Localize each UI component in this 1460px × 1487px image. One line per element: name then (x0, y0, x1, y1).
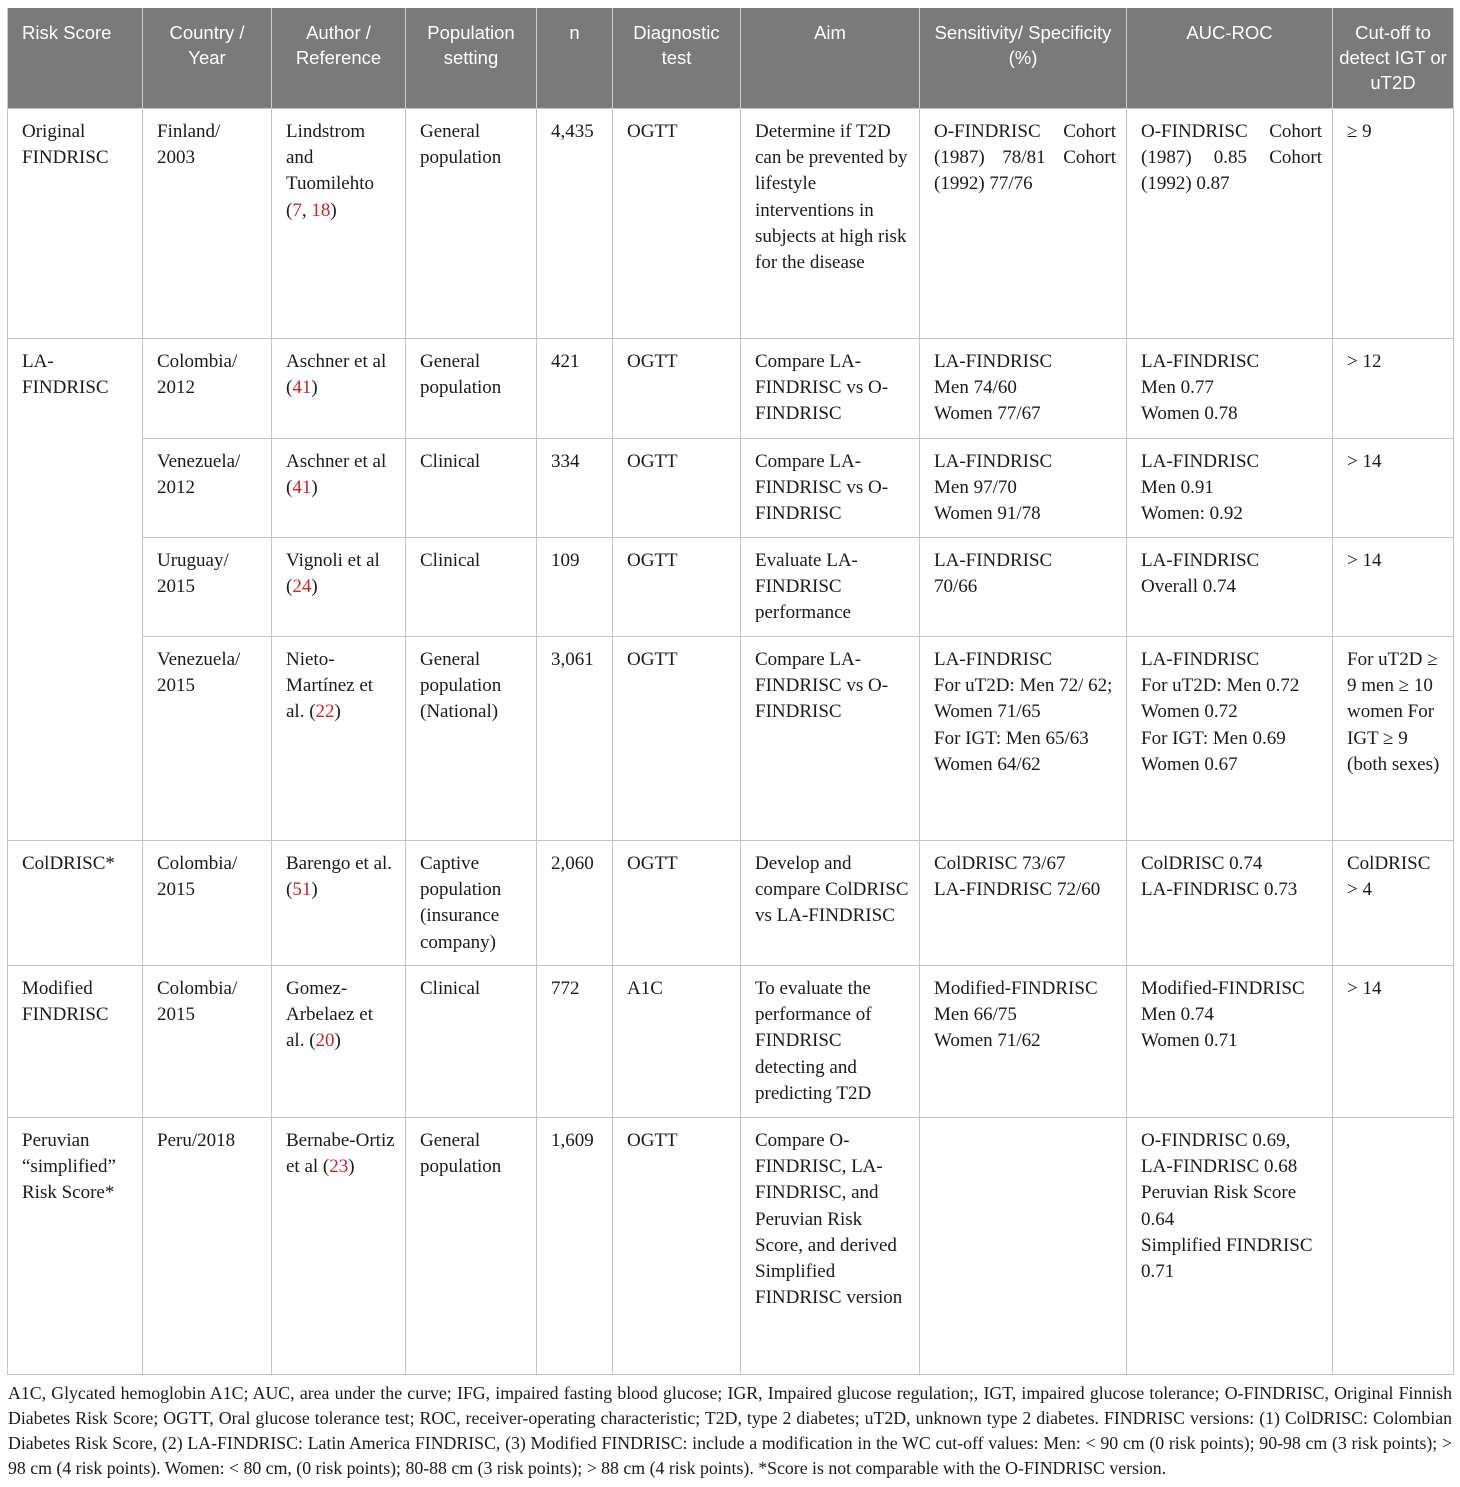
header-population-setting: Population setting (406, 8, 537, 109)
cell-country-year: Colombia/ 2015 (143, 966, 272, 1118)
table-wrapper (7, 8, 1453, 1375)
sensitivity-text: ColDRISC 73/67 LA-FINDRISC 72/60 (934, 853, 1101, 901)
auc-text: Modified-FINDRISC Men 0.74 Women 0.71 (1141, 978, 1305, 1052)
cell-test: OGTT (613, 538, 741, 637)
cell-author (272, 1118, 406, 1375)
author-text: Barengo et al. ( (286, 853, 393, 901)
author-text-end: ) (334, 1030, 341, 1052)
cell-auc (1127, 1118, 1333, 1375)
cell-cutoff: > 14 (1333, 439, 1454, 538)
cell-cutoff: > 14 (1333, 538, 1454, 637)
author-text: Aschner et al ( (286, 451, 387, 499)
cell-cutoff (1333, 1118, 1454, 1375)
cell-sensitivity (920, 538, 1127, 637)
cell-sensitivity (920, 966, 1127, 1118)
cell-risk-score: ColDRISC* (8, 841, 143, 966)
reference-separator: , (301, 199, 312, 221)
cell-n: 334 (537, 439, 613, 538)
cell-test: A1C (613, 966, 741, 1118)
table-row (8, 1118, 1454, 1375)
cell-aim: To evaluate the performance of FINDRISC detecting and predicting T2D (741, 966, 920, 1118)
cell-author (272, 439, 406, 538)
author-text: Vignoli et al ( (286, 550, 380, 598)
reference-link[interactable]: 7 (292, 199, 302, 221)
sensitivity-text: Modified-FINDRISC Men 66/75 Women 71/62 (934, 978, 1098, 1052)
cell-sensitivity (920, 339, 1127, 439)
cell-sensitivity (920, 841, 1127, 966)
header-aim: Aim (741, 8, 920, 109)
cell-cutoff: ColDRISC > 4 (1333, 841, 1454, 966)
cell-auc (1127, 966, 1333, 1118)
cell-country-year: Venezuela/ 2012 (143, 439, 272, 538)
reference-link[interactable]: 22 (315, 701, 335, 723)
cell-population: Captive population (insurance company) (406, 841, 537, 966)
author-text-end: ) (330, 199, 337, 221)
author-text-end: ) (311, 879, 318, 901)
cell-author (272, 339, 406, 439)
reference-link[interactable]: 41 (292, 477, 312, 499)
cell-sensitivity (920, 637, 1127, 841)
cell-sensitivity (920, 1118, 1127, 1375)
author-text: Bernabe-Ortiz et al ( (286, 1130, 395, 1178)
header-country-year: Country / Year (143, 8, 272, 109)
cell-author (272, 841, 406, 966)
reference-link[interactable]: 18 (311, 199, 331, 221)
auc-text: LA-FINDRISC For uT2D: Men 0.72 Women 0.72 For IGT: Men 0.69 Women 0.67 (1141, 649, 1300, 775)
reference-link[interactable]: 41 (292, 377, 312, 399)
cell-auc (1127, 538, 1333, 637)
cell-test: OGTT (613, 339, 741, 439)
cell-n: 109 (537, 538, 613, 637)
table-row (8, 339, 1454, 439)
header-auc-roc: AUC-ROC (1127, 8, 1333, 109)
reference-link[interactable]: 23 (329, 1156, 349, 1178)
cell-aim: Determine if T2D can be prevented by lifestyle interventions in subjects at high risk for the disease (741, 109, 920, 339)
cell-population: Clinical (406, 538, 537, 637)
sensitivity-text: LA-FINDRISC 70/66 (934, 550, 1053, 598)
reference-link[interactable]: 24 (292, 576, 312, 598)
cell-author (272, 966, 406, 1118)
cell-risk-score: LA-FINDRISC (8, 339, 143, 841)
reference-link[interactable]: 51 (292, 879, 312, 901)
author-text: Aschner et al ( (286, 351, 387, 399)
cell-auc: O-FINDRISC Cohort (1987) 0.85 Cohort (1992) 0.87 (1127, 109, 1333, 339)
cell-test: OGTT (613, 1118, 741, 1375)
cell-population: General population (406, 339, 537, 439)
cell-aim: Compare LA-FINDRISC vs O-FINDRISC (741, 339, 920, 439)
cell-author (272, 637, 406, 841)
cell-n: 1,609 (537, 1118, 613, 1375)
cell-auc (1127, 439, 1333, 538)
header-diagnostic-test: Diagnostic test (613, 8, 741, 109)
cell-country-year: Colombia/ 2015 (143, 841, 272, 966)
cell-n: 4,435 (537, 109, 613, 339)
cell-population: General population (406, 109, 537, 339)
cell-test: OGTT (613, 637, 741, 841)
cell-country-year: Colombia/ 2012 (143, 339, 272, 439)
cell-author (272, 109, 406, 339)
header-author-reference: Author / Reference (272, 8, 406, 109)
sensitivity-text: LA-FINDRISC Men 97/70 Women 91/78 (934, 451, 1053, 525)
author-text-end: ) (311, 377, 318, 399)
cell-country-year: Venezuela/ 2015 (143, 637, 272, 841)
auc-text: LA-FINDRISC Overall 0.74 (1141, 550, 1260, 598)
cell-population: Clinical (406, 966, 537, 1118)
cell-cutoff: > 14 (1333, 966, 1454, 1118)
cell-aim: Compare O-FINDRISC, LA-FINDRISC, and Peruvian Risk Score, and derived Simplified FINDRISC version (741, 1118, 920, 1375)
sensitivity-text: LA-FINDRISC Men 74/60 Women 77/67 (934, 351, 1053, 425)
cell-aim: Compare LA-FINDRISC vs O-FINDRISC (741, 637, 920, 841)
cell-n: 3,061 (537, 637, 613, 841)
cell-auc (1127, 841, 1333, 966)
cell-sensitivity: O-FINDRISC Cohort (1987) 78/81 Cohort (1992) 77/76 (920, 109, 1127, 339)
cell-cutoff: ≥ 9 (1333, 109, 1454, 339)
author-text: Lindstrom and Tuomilehto ( (286, 121, 374, 221)
cell-auc (1127, 637, 1333, 841)
cell-risk-score: Original FINDRISC (8, 109, 143, 339)
cell-population: Clinical (406, 439, 537, 538)
cell-test: OGTT (613, 841, 741, 966)
author-text-end: ) (348, 1156, 355, 1178)
header-n: n (537, 8, 613, 109)
author-text-end: ) (311, 477, 318, 499)
cell-country-year: Uruguay/ 2015 (143, 538, 272, 637)
cell-aim: Evaluate LA-FINDRISC performance (741, 538, 920, 637)
cell-author (272, 538, 406, 637)
author-text: Nieto-Martínez et al. ( (286, 649, 374, 723)
table-row (8, 966, 1454, 1118)
author-text-end: ) (311, 576, 318, 598)
header-sensitivity-specificity: Sensitivity/ Specificity (%) (920, 8, 1127, 109)
table-row (8, 637, 1454, 841)
cell-risk-score: Modified FINDRISC (8, 966, 143, 1118)
cell-cutoff: For uT2D ≥ 9 men ≥ 10 women For IGT ≥ 9 (both sexes) (1333, 637, 1454, 841)
header-risk-score: Risk Score (8, 8, 143, 109)
auc-text: LA-FINDRISC Men 0.91 Women: 0.92 (1141, 451, 1260, 525)
author-text-end: ) (334, 701, 341, 723)
cell-test: OGTT (613, 109, 741, 339)
cell-n: 2,060 (537, 841, 613, 966)
table-footnote: A1C, Glycated hemoglobin A1C; AUC, area under the curve; IFG, impaired fasting blood glucose; IGR, Impaired glucose regulation;, IGT, impaired glucose tolerance; O-FINDRISC, Original Finnish Diabetes Risk Score; OGTT, Oral glucose tolerance test; ROC, receiver-operating characteristic; T2D, type 2 diabetes; uT2D, unknown type 2 diabetes. FINDRISC versions: (1) ColDRISC: Colombian Diabetes Risk Score, (2) LA-FINDRISC: Latin America FINDRISC, (3) Modified FINDRISC: include a modification in the WC cut-off values: Men: < 90 cm (0 risk points); 90-98 cm (3 risk points); > 98 cm (4 risk points). Women: < 80 cm, (0 risk points); 80-88 cm (3 risk points); > 88 cm (4 risk points). *Score is not comparable with the O-FINDRISC version. (8, 1383, 1452, 1478)
auc-text: LA-FINDRISC Men 0.77 Women 0.78 (1141, 351, 1260, 425)
table-row (8, 841, 1454, 966)
reference-link[interactable]: 20 (315, 1030, 335, 1052)
auc-text: O-FINDRISC 0.69, LA-FINDRISC 0.68 Peruvian Risk Score 0.64 Simplified FINDRISC 0.71 (1141, 1130, 1313, 1283)
cell-n: 421 (537, 339, 613, 439)
cell-aim: Compare LA-FINDRISC vs O-FINDRISC (741, 439, 920, 538)
table-row (8, 538, 1454, 637)
cell-population: General population (406, 1118, 537, 1375)
cell-risk-score: Peruvian “simplified” Risk Score* (8, 1118, 143, 1375)
cell-aim: Develop and compare ColDRISC vs LA-FINDRISC (741, 841, 920, 966)
cell-cutoff: > 12 (1333, 339, 1454, 439)
header-cutoff: Cut-off to detect IGT or uT2D (1333, 8, 1454, 109)
cell-country-year: Peru/2018 (143, 1118, 272, 1375)
risk-score-table (7, 8, 1454, 1375)
cell-sensitivity (920, 439, 1127, 538)
cell-country-year: Finland/ 2003 (143, 109, 272, 339)
cell-auc (1127, 339, 1333, 439)
cell-test: OGTT (613, 439, 741, 538)
cell-population: General population (National) (406, 637, 537, 841)
table-row (8, 439, 1454, 538)
header-row (8, 8, 1454, 109)
auc-text: ColDRISC 0.74 LA-FINDRISC 0.73 (1141, 853, 1298, 901)
cell-n: 772 (537, 966, 613, 1118)
sensitivity-text: LA-FINDRISC For uT2D: Men 72/ 62; Women 71/65 For IGT: Men 65/63 Women 64/62 (934, 649, 1113, 775)
table-row (8, 109, 1454, 339)
author-text: Gomez-Arbelaez et al. ( (286, 978, 374, 1052)
